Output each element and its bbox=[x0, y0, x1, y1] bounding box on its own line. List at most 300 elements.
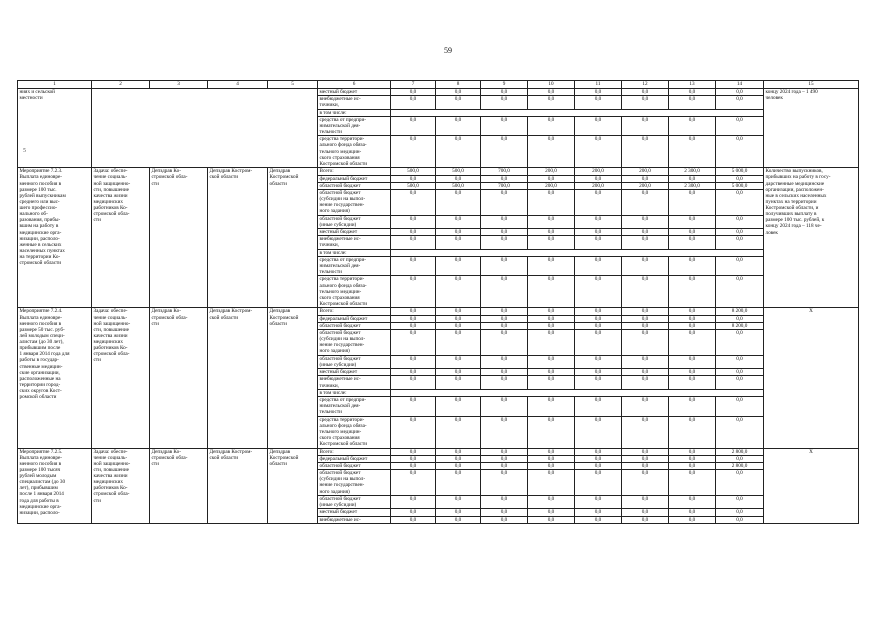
value-cell: 500,0 bbox=[436, 182, 481, 189]
value-cell: 0,0 bbox=[528, 376, 575, 389]
responsible-executor-cell: Депздрав Ко- стромской обла- сти bbox=[150, 448, 208, 523]
value-cell: 0,0 bbox=[528, 396, 575, 416]
funding-source-cell: средства территори- ального фонда обяза- тельного медицин- ского страхования Костромской области bbox=[318, 276, 391, 308]
value-cell: 500,0 bbox=[436, 168, 481, 175]
value-cell: 0,0 bbox=[481, 516, 528, 523]
value-cell: 0,0 bbox=[622, 256, 669, 276]
value-cell: 0,0 bbox=[669, 495, 716, 508]
responsible-executor-cell: Депздрав Ко- стромской обла- сти bbox=[150, 308, 208, 448]
value-cell: 0,0 bbox=[391, 308, 436, 315]
value-cell: 0,0 bbox=[669, 369, 716, 376]
value-cell: 0,0 bbox=[436, 416, 481, 448]
value-cell: 0,0 bbox=[716, 495, 764, 508]
value-cell: 500,0 bbox=[391, 168, 436, 175]
value-cell: 0,0 bbox=[481, 229, 528, 236]
value-cell: 0,0 bbox=[481, 89, 528, 96]
value-cell: 0,0 bbox=[391, 396, 436, 416]
measure-name-cell: Мероприятие 7.2.3. Выплата единовре- менного пособия в размере 100 тыс. рублей выпускникам среднего или выс- шего профессио- нального об- разования, прибы- вшим на работу в медицинские орга- низации, располо- женные в сельских населенных пунктах на территории Ко- стромской области bbox=[18, 168, 92, 308]
value-cell: 0,0 bbox=[716, 175, 764, 182]
value-cell: 0,0 bbox=[575, 315, 622, 322]
value-cell: 0,0 bbox=[436, 369, 481, 376]
value-cell: 500,0 bbox=[391, 182, 436, 189]
value-cell: 0,0 bbox=[391, 322, 436, 329]
value-cell: 0,0 bbox=[481, 136, 528, 168]
value-cell: 0,0 bbox=[716, 276, 764, 308]
value-cell: 0,0 bbox=[528, 495, 575, 508]
table-row bbox=[18, 168, 859, 175]
value-cell: 0,0 bbox=[391, 369, 436, 376]
value-cell: 0,0 bbox=[481, 462, 528, 469]
value-cell: 0,0 bbox=[575, 369, 622, 376]
table-row bbox=[18, 89, 859, 96]
column-number: 12 bbox=[622, 81, 669, 89]
value-cell: 0,0 bbox=[669, 516, 716, 523]
value-cell: 0,0 bbox=[528, 229, 575, 236]
value-cell: 0,0 bbox=[481, 376, 528, 389]
value-cell: 0,0 bbox=[391, 256, 436, 276]
value-cell: 0,0 bbox=[622, 322, 669, 329]
funding-source-cell: местный бюджет bbox=[318, 89, 391, 96]
value-cell: 0,0 bbox=[436, 462, 481, 469]
value-cell: 0,0 bbox=[436, 355, 481, 368]
value-cell: 0,0 bbox=[622, 229, 669, 236]
value-cell: 0,0 bbox=[391, 330, 436, 356]
column-number: 3 bbox=[150, 81, 208, 89]
value-cell: 0,0 bbox=[575, 256, 622, 276]
margin-mark: 5 bbox=[23, 148, 26, 154]
value-cell: 0,0 bbox=[716, 89, 764, 96]
value-cell: 0,0 bbox=[391, 376, 436, 389]
value-cell: 0,0 bbox=[575, 376, 622, 389]
value-cell: 0,0 bbox=[716, 396, 764, 416]
value-cell: 0,0 bbox=[391, 96, 436, 109]
value-cell: 0,0 bbox=[528, 470, 575, 496]
measure-name-cell: ниях и сельской местности bbox=[18, 89, 92, 168]
value-cell: 0,0 bbox=[622, 89, 669, 96]
value-cell: 0,0 bbox=[575, 96, 622, 109]
value-cell: 0,0 bbox=[575, 229, 622, 236]
indicator-cell: Х bbox=[764, 308, 859, 448]
value-cell: 0,0 bbox=[669, 96, 716, 109]
funding-source-cell: областной бюджет bbox=[318, 462, 391, 469]
funding-source-cell: областной бюджет (субсидии на выпол- нение государствен- ного задания) bbox=[318, 330, 391, 356]
value-cell: 0,0 bbox=[669, 236, 716, 249]
funding-source-cell: в том числе: bbox=[318, 249, 391, 256]
column-number: 13 bbox=[669, 81, 716, 89]
value-cell: 0,0 bbox=[436, 308, 481, 315]
value-cell: 0,0 bbox=[436, 396, 481, 416]
value-cell: 0,0 bbox=[669, 396, 716, 416]
value-cell: 0,0 bbox=[669, 276, 716, 308]
value-cell: 0,0 bbox=[622, 308, 669, 315]
value-cell: 0,0 bbox=[669, 215, 716, 228]
funding-source-cell: областной бюджет (иные субсидии) bbox=[318, 355, 391, 368]
value-cell: 0,0 bbox=[575, 236, 622, 249]
funding-source-cell: областной бюджет (субсидии на выпол- нение государствен- ного задания) bbox=[318, 189, 391, 215]
value-cell: 0,0 bbox=[575, 416, 622, 448]
value-cell: 200,0 bbox=[528, 182, 575, 189]
value-cell: 2 300,0 bbox=[669, 182, 716, 189]
funding-source-cell: областной бюджет bbox=[318, 322, 391, 329]
value-cell: 0,0 bbox=[575, 448, 622, 455]
value-cell: 0,0 bbox=[391, 315, 436, 322]
value-cell: 0,0 bbox=[436, 455, 481, 462]
value-cell: 0,0 bbox=[716, 215, 764, 228]
value-cell: 0,0 bbox=[391, 470, 436, 496]
funding-source-cell: внебюджетные ис- bbox=[318, 516, 391, 523]
value-cell: 0,0 bbox=[528, 448, 575, 455]
value-cell: 0,0 bbox=[622, 516, 669, 523]
value-cell: 0,0 bbox=[481, 175, 528, 182]
value-cell: 0,0 bbox=[528, 116, 575, 136]
value-cell: 0,0 bbox=[716, 416, 764, 448]
value-cell: 0,0 bbox=[436, 315, 481, 322]
value-cell: 0,0 bbox=[481, 416, 528, 448]
value-cell: 0,0 bbox=[575, 116, 622, 136]
funding-source-cell: в том числе: bbox=[318, 389, 391, 396]
value-cell: 0,0 bbox=[622, 276, 669, 308]
value-cell: 0,0 bbox=[716, 516, 764, 523]
value-cell: 0,0 bbox=[391, 509, 436, 516]
value-cell: 0,0 bbox=[391, 455, 436, 462]
value-cell: 200,0 bbox=[528, 168, 575, 175]
column-number-row bbox=[18, 81, 859, 89]
value-cell: 0,0 bbox=[575, 355, 622, 368]
indicator-cell: Количество выпускников, прибывших на работу в госу- дарственные медицинские организации, расположен- ные в сельских населенных пунктах на территории Костромской области, и получивших выплату в размере 100 тыс. рублей, к концу 2024 года – 118 че- ловек bbox=[764, 168, 859, 308]
value-cell: 0,0 bbox=[669, 470, 716, 496]
value-cell: 0,0 bbox=[669, 448, 716, 455]
value-cell: 0,0 bbox=[436, 189, 481, 215]
funding-source-cell: в том числе: bbox=[318, 109, 391, 116]
value-cell: 0,0 bbox=[716, 330, 764, 356]
value-cell: 0,0 bbox=[436, 136, 481, 168]
table-row bbox=[18, 308, 859, 315]
funding-source-cell: местный бюджет bbox=[318, 509, 391, 516]
value-cell: 0,0 bbox=[669, 330, 716, 356]
value-cell: 0,0 bbox=[622, 96, 669, 109]
value-cell: 0,0 bbox=[436, 330, 481, 356]
column-number: 6 bbox=[318, 81, 391, 89]
value-cell: 0,0 bbox=[622, 416, 669, 448]
funding-source-cell: областной бюджет bbox=[318, 182, 391, 189]
value-cell: 0,0 bbox=[669, 308, 716, 315]
indicator-cell: концу 2024 года – 1 490 человек bbox=[764, 89, 859, 168]
funding-source-cell: Всего: bbox=[318, 168, 391, 175]
value-cell: 0,0 bbox=[716, 509, 764, 516]
value-cell: 0,0 bbox=[436, 89, 481, 96]
value-cell: 0,0 bbox=[528, 215, 575, 228]
funding-source-cell: внебюджетные ис- точники, bbox=[318, 376, 391, 389]
funding-source-cell: областной бюджет (иные субсидии) bbox=[318, 495, 391, 508]
value-cell: 0,0 bbox=[528, 462, 575, 469]
value-cell: 0,0 bbox=[391, 448, 436, 455]
value-cell: 0,0 bbox=[669, 116, 716, 136]
value-cell: 0,0 bbox=[481, 330, 528, 356]
value-cell: 0,0 bbox=[436, 495, 481, 508]
value-cell: 0,0 bbox=[669, 355, 716, 368]
funding-source-cell: Всего: bbox=[318, 308, 391, 315]
value-cell: 0,0 bbox=[528, 509, 575, 516]
value-cell: 0,0 bbox=[716, 315, 764, 322]
value-cell: 0,0 bbox=[622, 509, 669, 516]
value-cell: 0,0 bbox=[528, 189, 575, 215]
responsible-executor-cell: Депздрав Ко- стромской обла- сти bbox=[150, 168, 208, 308]
funding-source-cell: местный бюджет bbox=[318, 369, 391, 376]
value-cell: 0,0 bbox=[436, 322, 481, 329]
value-cell: 0,0 bbox=[575, 308, 622, 315]
value-cell: 0,0 bbox=[575, 330, 622, 356]
value-cell: 0,0 bbox=[575, 470, 622, 496]
value-cell: 0,0 bbox=[622, 470, 669, 496]
column-number: 14 bbox=[716, 81, 764, 89]
value-cell: 0,0 bbox=[669, 315, 716, 322]
empty-cell bbox=[391, 109, 764, 116]
value-cell: 0,0 bbox=[436, 236, 481, 249]
value-cell: 0,0 bbox=[481, 315, 528, 322]
value-cell: 0,0 bbox=[481, 448, 528, 455]
value-cell: 0,0 bbox=[622, 189, 669, 215]
value-cell: 0,0 bbox=[716, 256, 764, 276]
budget-administrator-cell: Депздрав Костромской области bbox=[268, 168, 318, 308]
value-cell: 0,0 bbox=[481, 236, 528, 249]
value-cell: 0,0 bbox=[669, 136, 716, 168]
value-cell: 0,0 bbox=[669, 416, 716, 448]
value-cell: 0,0 bbox=[528, 96, 575, 109]
value-cell: 0,0 bbox=[622, 175, 669, 182]
value-cell: 0,0 bbox=[528, 369, 575, 376]
value-cell: 0,0 bbox=[436, 448, 481, 455]
value-cell: 0,0 bbox=[481, 256, 528, 276]
value-cell: 0,0 bbox=[481, 322, 528, 329]
value-cell: 0,0 bbox=[391, 229, 436, 236]
value-cell: 200,0 bbox=[575, 168, 622, 175]
value-cell: 5 000,0 bbox=[716, 182, 764, 189]
funding-source-cell: Всего: bbox=[318, 448, 391, 455]
column-number: 1 bbox=[18, 81, 92, 89]
value-cell: 0,0 bbox=[669, 376, 716, 389]
column-number: 5 bbox=[268, 81, 318, 89]
value-cell: 0,0 bbox=[481, 116, 528, 136]
value-cell: 0,0 bbox=[575, 322, 622, 329]
value-cell: 0,0 bbox=[716, 96, 764, 109]
funding-source-cell: федеральный бюджет bbox=[318, 315, 391, 322]
value-cell: 0,0 bbox=[575, 175, 622, 182]
value-cell: 0,0 bbox=[391, 355, 436, 368]
value-cell: 0,0 bbox=[622, 495, 669, 508]
task-cell: Задача: обеспе- чение социаль- ной защищенно- сти, повышение качества жизни медицинских работников Ко- стромской обла- сти bbox=[92, 168, 150, 308]
value-cell: 0,0 bbox=[436, 516, 481, 523]
value-cell: 8 200,0 bbox=[716, 308, 764, 315]
value-cell: 0,0 bbox=[391, 516, 436, 523]
value-cell: 0,0 bbox=[575, 396, 622, 416]
funding-source-cell: внебюджетные ис- точники, bbox=[318, 236, 391, 249]
value-cell: 2 800,0 bbox=[716, 448, 764, 455]
column-number: 2 bbox=[92, 81, 150, 89]
funding-source-cell: местный бюджет bbox=[318, 229, 391, 236]
column-number: 8 bbox=[436, 81, 481, 89]
value-cell: 0,0 bbox=[436, 175, 481, 182]
value-cell: 0,0 bbox=[436, 470, 481, 496]
value-cell: 0,0 bbox=[391, 136, 436, 168]
value-cell: 0,0 bbox=[575, 136, 622, 168]
budget-administrator-cell: Депздрав Костромской области bbox=[268, 448, 318, 523]
value-cell: 0,0 bbox=[622, 330, 669, 356]
value-cell: 0,0 bbox=[481, 215, 528, 228]
value-cell: 0,0 bbox=[669, 189, 716, 215]
column-number: 7 bbox=[391, 81, 436, 89]
value-cell: 0,0 bbox=[622, 136, 669, 168]
value-cell: 2 300,0 bbox=[669, 168, 716, 175]
value-cell: 0,0 bbox=[575, 189, 622, 215]
funding-source-cell: областной бюджет (иные субсидии) bbox=[318, 215, 391, 228]
value-cell: 0,0 bbox=[391, 462, 436, 469]
value-cell: 0,0 bbox=[481, 308, 528, 315]
value-cell: 0,0 bbox=[528, 276, 575, 308]
funding-source-cell: внебюджетные ис- точники, bbox=[318, 96, 391, 109]
value-cell: 0,0 bbox=[436, 116, 481, 136]
value-cell: 0,0 bbox=[528, 308, 575, 315]
value-cell: 0,0 bbox=[436, 96, 481, 109]
value-cell: 0,0 bbox=[528, 315, 575, 322]
value-cell: 0,0 bbox=[669, 509, 716, 516]
value-cell: 0,0 bbox=[528, 322, 575, 329]
value-cell: 200,0 bbox=[622, 182, 669, 189]
value-cell: 0,0 bbox=[481, 355, 528, 368]
funding-source-cell: средства территори- ального фонда обяза- тельного медицин- ского страхования Костромской области bbox=[318, 136, 391, 168]
value-cell: 0,0 bbox=[481, 369, 528, 376]
value-cell: 0,0 bbox=[391, 189, 436, 215]
value-cell: 0,0 bbox=[622, 396, 669, 416]
value-cell: 0,0 bbox=[528, 236, 575, 249]
value-cell: 200,0 bbox=[575, 182, 622, 189]
value-cell: 0,0 bbox=[622, 355, 669, 368]
value-cell: 700,0 bbox=[481, 168, 528, 175]
value-cell: 0,0 bbox=[391, 276, 436, 308]
value-cell: 0,0 bbox=[716, 369, 764, 376]
budget-administrator-cell: Депздрав Костромской области bbox=[268, 308, 318, 448]
value-cell: 0,0 bbox=[481, 276, 528, 308]
value-cell: 0,0 bbox=[716, 229, 764, 236]
value-cell: 0,0 bbox=[622, 462, 669, 469]
value-cell: 0,0 bbox=[391, 416, 436, 448]
value-cell: 0,0 bbox=[716, 116, 764, 136]
value-cell: 700,0 bbox=[481, 182, 528, 189]
value-cell: 0,0 bbox=[575, 516, 622, 523]
value-cell: 0,0 bbox=[436, 509, 481, 516]
value-cell: 0,0 bbox=[391, 495, 436, 508]
value-cell: 5 000,0 bbox=[716, 168, 764, 175]
value-cell: 0,0 bbox=[436, 376, 481, 389]
value-cell: 0,0 bbox=[716, 376, 764, 389]
value-cell: 0,0 bbox=[622, 116, 669, 136]
value-cell: 0,0 bbox=[716, 236, 764, 249]
value-cell: 2 800,0 bbox=[716, 462, 764, 469]
value-cell: 0,0 bbox=[481, 495, 528, 508]
value-cell: 0,0 bbox=[716, 189, 764, 215]
value-cell: 0,0 bbox=[669, 89, 716, 96]
indicator-cell: Х bbox=[764, 448, 859, 523]
empty-cell bbox=[391, 249, 764, 256]
value-cell: 0,0 bbox=[622, 448, 669, 455]
value-cell: 0,0 bbox=[622, 455, 669, 462]
value-cell: 8 200,0 bbox=[716, 322, 764, 329]
value-cell: 0,0 bbox=[436, 229, 481, 236]
page-number: 59 bbox=[444, 46, 452, 55]
value-cell: 0,0 bbox=[528, 330, 575, 356]
value-cell: 0,0 bbox=[716, 136, 764, 168]
value-cell: 0,0 bbox=[481, 96, 528, 109]
column-number: 15 bbox=[764, 81, 859, 89]
value-cell: 0,0 bbox=[669, 229, 716, 236]
value-cell: 0,0 bbox=[436, 276, 481, 308]
funding-source-cell: средства от предпри- нимательской дея- тельности bbox=[318, 396, 391, 416]
value-cell: 0,0 bbox=[436, 256, 481, 276]
value-cell: 0,0 bbox=[481, 470, 528, 496]
value-cell: 0,0 bbox=[575, 215, 622, 228]
value-cell: 0,0 bbox=[669, 462, 716, 469]
value-cell: 0,0 bbox=[481, 455, 528, 462]
value-cell: 0,0 bbox=[528, 175, 575, 182]
participant-cell: Депздрав Костром- ской области bbox=[208, 168, 268, 308]
value-cell: 0,0 bbox=[669, 455, 716, 462]
value-cell: 0,0 bbox=[622, 236, 669, 249]
value-cell: 0,0 bbox=[391, 175, 436, 182]
value-cell: 0,0 bbox=[481, 396, 528, 416]
funding-source-cell: федеральный бюджет bbox=[318, 455, 391, 462]
empty-cell bbox=[92, 89, 318, 168]
task-cell: Задача: обеспе- чение социаль- ной защищенно- сти, повышение качества жизни медицинских работников Ко- стромской обла- сти bbox=[92, 308, 150, 448]
value-cell: 0,0 bbox=[528, 516, 575, 523]
value-cell: 0,0 bbox=[528, 455, 575, 462]
value-cell: 0,0 bbox=[669, 256, 716, 276]
value-cell: 0,0 bbox=[716, 355, 764, 368]
funding-source-cell: областной бюджет (субсидии на выпол- нение государствен- ного задания) bbox=[318, 470, 391, 496]
value-cell: 0,0 bbox=[575, 462, 622, 469]
empty-cell bbox=[391, 389, 764, 396]
value-cell: 0,0 bbox=[391, 116, 436, 136]
value-cell: 0,0 bbox=[391, 89, 436, 96]
value-cell: 0,0 bbox=[528, 136, 575, 168]
value-cell: 0,0 bbox=[575, 276, 622, 308]
value-cell: 0,0 bbox=[622, 376, 669, 389]
column-number: 9 bbox=[481, 81, 528, 89]
measure-name-cell: Мероприятие 7.2.5. Выплата единовре- менного пособия в размере 100 тысяч рублей молодым специалистам (до 30 лет), прибывшим после 1 января 2014 года для работы в медицинские орга- низации, располо- bbox=[18, 448, 92, 523]
value-cell: 0,0 bbox=[575, 89, 622, 96]
value-cell: 200,0 bbox=[622, 168, 669, 175]
column-number: 4 bbox=[208, 81, 268, 89]
value-cell: 0,0 bbox=[575, 455, 622, 462]
column-number: 11 bbox=[575, 81, 622, 89]
participant-cell: Депздрав Костром- ской области bbox=[208, 308, 268, 448]
value-cell: 0,0 bbox=[481, 189, 528, 215]
value-cell: 0,0 bbox=[575, 509, 622, 516]
value-cell: 0,0 bbox=[669, 175, 716, 182]
value-cell: 0,0 bbox=[436, 215, 481, 228]
value-cell: 0,0 bbox=[716, 470, 764, 496]
table-row bbox=[18, 448, 859, 455]
value-cell: 0,0 bbox=[716, 455, 764, 462]
value-cell: 0,0 bbox=[622, 215, 669, 228]
value-cell: 0,0 bbox=[622, 315, 669, 322]
value-cell: 0,0 bbox=[528, 256, 575, 276]
funding-source-cell: средства от предпри- нимательской дея- тельности bbox=[318, 256, 391, 276]
participant-cell: Депздрав Костром- ской области bbox=[208, 448, 268, 523]
measure-name-cell: Мероприятие 7.2.4. Выплата единовре- менного пособия в размере 50 тыс. руб- лей молодым специ- алистам (до 30 лет), прибывшим после 1 января 2014 года для работы в государ- ственные медицин- ские организации, расположенные на территории город- ских округов Кост- ромской области bbox=[18, 308, 92, 448]
column-number: 10 bbox=[528, 81, 575, 89]
value-cell: 0,0 bbox=[481, 509, 528, 516]
value-cell: 0,0 bbox=[391, 215, 436, 228]
value-cell: 0,0 bbox=[528, 89, 575, 96]
